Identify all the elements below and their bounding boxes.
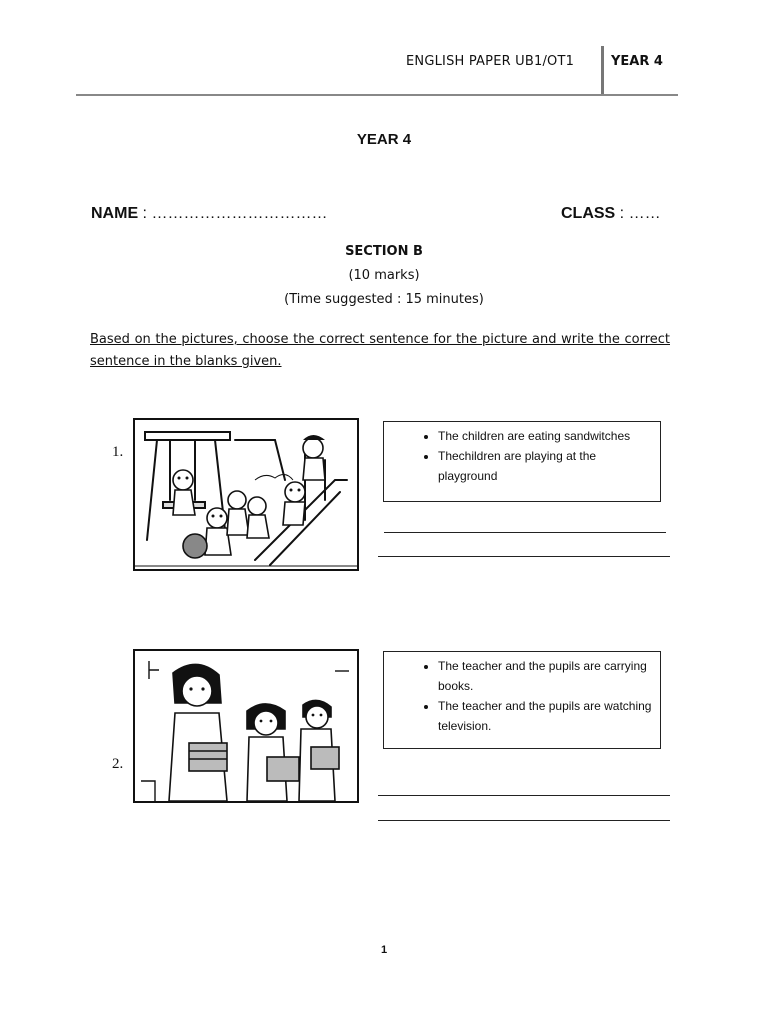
header-year: YEAR 4 [611,54,663,69]
section-marks: (10 marks) [348,268,420,283]
question-1-number: 1. [112,444,124,460]
children-playground-icon [135,420,357,569]
name-label: NAME [91,205,139,222]
question-1-option-2: • Thechildren are playing at the playground [438,446,652,486]
question-2-option-2: • The teacher and the pupils are watching television. [438,696,652,736]
question-1-options [383,421,661,502]
question-2-picture [133,649,359,803]
question-2-answer-line-1[interactable] [378,795,670,796]
question-1-answer-line-1[interactable] [384,532,666,533]
class-label: CLASS [561,205,616,222]
header-rule [76,94,678,96]
class-field [561,205,661,223]
header-divider [601,46,604,94]
header-paper-code: ENGLISH PAPER UB1/OT1 [406,54,575,69]
question-2-options [383,651,661,749]
question-2-option-1: • The teacher and the pupils are carrying books. [438,656,652,696]
question-1-answer-line-2[interactable] [378,556,670,557]
question-1-picture [133,418,359,571]
question-2-number: 2. [112,756,124,772]
section-time: (Time suggested : 15 minutes) [284,292,484,307]
name-blank: : …………………………… [138,205,328,222]
instructions: Based on the pictures, choose the correct sentence for the picture and write the correct sentence in the blanks given. [90,332,670,369]
class-blank: : …… [615,205,661,222]
section-title: SECTION B [345,244,423,259]
page-number: 1 [380,944,388,956]
page-title: YEAR 4 [356,131,412,148]
name-field [91,205,327,223]
question-1-option-1: • The children are eating sandwitches [438,426,652,446]
question-2-answer-line-2[interactable] [378,820,670,821]
teacher-pupils-books-icon [135,651,357,801]
